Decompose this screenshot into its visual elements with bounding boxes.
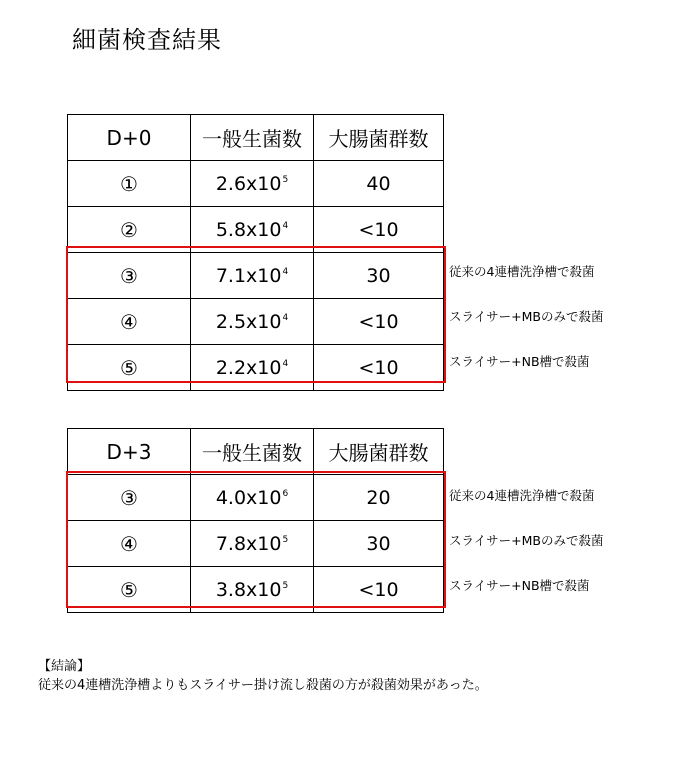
method-note: スライサー+NB槽で殺菌 [449, 354, 590, 369]
general-count: $5.8x10^4$ [191, 207, 314, 253]
table-row [68, 475, 444, 521]
general-count: $4.0x10^6$ [191, 475, 314, 521]
table-row [68, 253, 444, 299]
sample-id: ④ [68, 521, 191, 567]
header-day: D+3 [68, 429, 191, 475]
table-row [68, 299, 444, 345]
sample-id: ④ [68, 299, 191, 345]
coliform-count: 20 [314, 475, 444, 521]
sample-id: ③ [68, 475, 191, 521]
header-day: D+0 [68, 115, 191, 161]
sample-id: ② [68, 207, 191, 253]
coliform-count: 40 [314, 161, 444, 207]
general-count: $3.8x10^5$ [191, 567, 314, 613]
sample-id: ⑤ [68, 345, 191, 391]
header-coliform: 大腸菌群数 [314, 429, 444, 475]
table-row [68, 345, 444, 391]
method-note: スライサー+MBのみで殺菌 [449, 533, 604, 548]
table-header-row [68, 115, 444, 161]
table-header-row [68, 429, 444, 475]
table-row [68, 567, 444, 613]
table-row [68, 207, 444, 253]
header-general-bacteria: 一般生菌数 [191, 115, 314, 161]
general-count: $7.8x10^5$ [191, 521, 314, 567]
coliform-count: <10 [314, 345, 444, 391]
general-count: $2.2x10^4$ [191, 345, 314, 391]
header-coliform: 大腸菌群数 [314, 115, 444, 161]
table-row [68, 161, 444, 207]
general-count: $2.5x10^4$ [191, 299, 314, 345]
general-count: $7.1x10^4$ [191, 253, 314, 299]
sample-id: ⑤ [68, 567, 191, 613]
method-note: 従来の4連槽洗浄槽で殺菌 [449, 264, 595, 279]
coliform-count: <10 [314, 299, 444, 345]
method-note: 従来の4連槽洗浄槽で殺菌 [449, 488, 595, 503]
coliform-count: 30 [314, 253, 444, 299]
sample-id: ① [68, 161, 191, 207]
method-note: スライサー+MBのみで殺菌 [449, 309, 604, 324]
coliform-count: <10 [314, 207, 444, 253]
results-table-d3 [67, 428, 444, 613]
coliform-count: <10 [314, 567, 444, 613]
sample-id: ③ [68, 253, 191, 299]
general-count: $2.6x10^5$ [191, 161, 314, 207]
method-note: スライサー+NB槽で殺菌 [449, 578, 590, 593]
page-title: 細菌検査結果 [72, 26, 222, 54]
coliform-count: 30 [314, 521, 444, 567]
conclusion-text: 従来の4連槽洗浄槽よりもスライサー掛け流し殺菌の方が殺菌効果があった。 [38, 678, 488, 693]
table-row [68, 521, 444, 567]
header-general-bacteria: 一般生菌数 [191, 429, 314, 475]
conclusion-heading: 【結論】 [38, 659, 91, 674]
results-table-d0 [67, 114, 444, 391]
